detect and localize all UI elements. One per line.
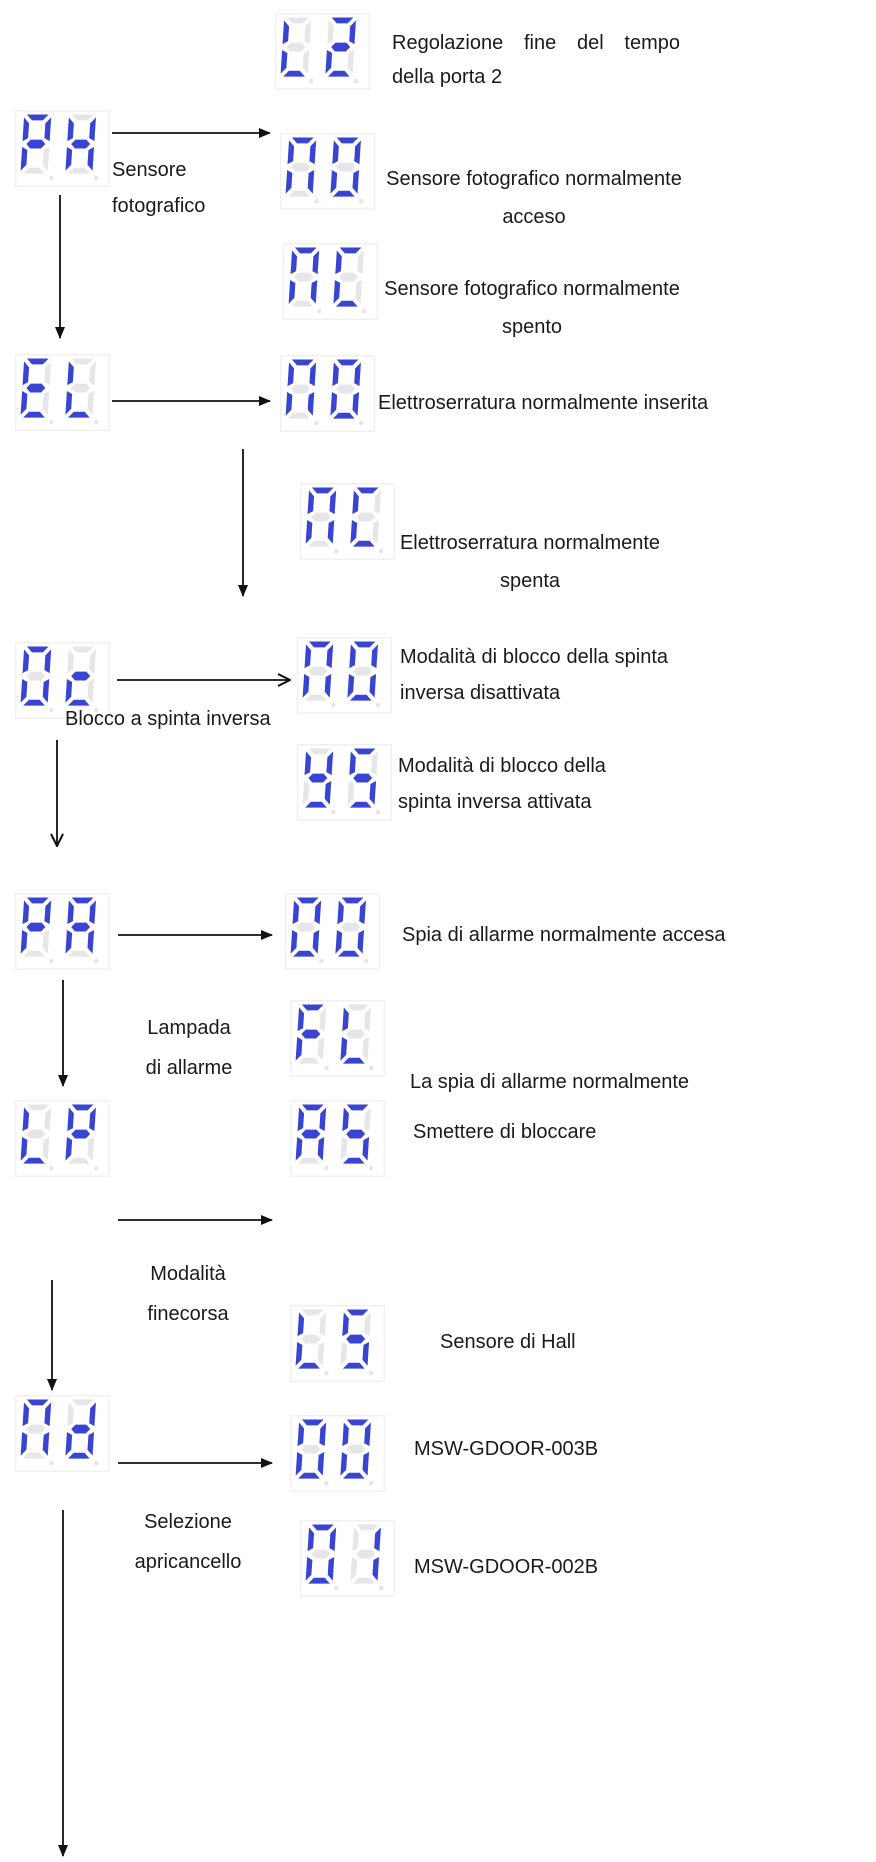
seven-segment-display xyxy=(15,1100,110,1177)
display-oc-no xyxy=(297,637,392,714)
label-modalita-finecorsa: Modalità finecorsa xyxy=(147,1263,229,1325)
seven-segment-display xyxy=(280,133,375,210)
display-ph-no xyxy=(280,133,375,210)
label-sensore-fotografico: Sensore fotografico xyxy=(112,159,206,217)
display-pa-fl xyxy=(290,1000,385,1077)
display-lp-as xyxy=(290,1100,385,1177)
seven-segment-display xyxy=(300,1520,395,1597)
desc-nd-oo: MSW-GDOOR-003B xyxy=(414,1438,599,1460)
seven-segment-display xyxy=(290,1415,385,1492)
seven-segment-display xyxy=(297,744,392,821)
display-ph xyxy=(15,110,110,187)
desc-el-nc: Elettroserratura normalmente spenta xyxy=(399,532,661,592)
desc-nd-o1: MSW-GDOOR-002B xyxy=(414,1556,599,1578)
seven-segment-display xyxy=(297,637,392,714)
seven-segment-display xyxy=(15,110,110,187)
display-lp xyxy=(15,1100,110,1177)
display-ph-nc xyxy=(283,243,378,320)
label-blocco-spinta-inversa: Blocco a spinta inversa xyxy=(65,708,271,730)
desc-lp-as: Smettere di bloccare xyxy=(413,1121,597,1143)
desc-oc-ys: Modalità di blocco della spinta inversa attivata xyxy=(398,755,606,813)
display-pa xyxy=(15,893,110,970)
desc-pa-oo: Spia di allarme normalmente accesa xyxy=(402,924,726,946)
desc-lp-ls: Sensore di Hall xyxy=(440,1331,576,1353)
desc-l2: Regolazione fine del tempo della porta 2 xyxy=(392,32,680,88)
seven-segment-display xyxy=(285,893,380,970)
seven-segment-display xyxy=(283,243,378,320)
seven-segment-display xyxy=(15,893,110,970)
display-nd-o1 xyxy=(300,1520,395,1597)
desc-el-no: Elettroserratura normalmente inserita xyxy=(378,392,709,414)
display-nd-oo xyxy=(290,1415,385,1492)
label-selezione-apricancello: Selezione apricancello xyxy=(134,1511,242,1573)
seven-segment-display xyxy=(290,1305,385,1382)
seven-segment-display xyxy=(275,13,370,90)
label-lampada-di-allarme: Lampada di allarme xyxy=(145,1017,233,1079)
seven-segment-display xyxy=(15,1395,110,1472)
desc-pa-fl: La spia di allarme normalmente xyxy=(410,1071,690,1093)
display-oc-ys xyxy=(297,744,392,821)
seven-segment-display xyxy=(280,355,375,432)
desc-ph-no: Sensore fotografico normalmente acceso xyxy=(386,168,682,228)
display-el-no xyxy=(280,355,375,432)
seven-segment-display xyxy=(290,1000,385,1077)
display-l2 xyxy=(275,13,370,90)
seven-segment-display xyxy=(290,1100,385,1177)
seven-segment-display xyxy=(15,354,110,431)
display-lp-ls xyxy=(290,1305,385,1382)
display-el xyxy=(15,354,110,431)
display-nd xyxy=(15,1395,110,1472)
desc-oc-no: Modalità di blocco della spinta inversa disattivata xyxy=(400,646,668,704)
desc-ph-nc: Sensore fotografico normalmente spento xyxy=(384,278,680,338)
display-pa-oo xyxy=(285,893,380,970)
